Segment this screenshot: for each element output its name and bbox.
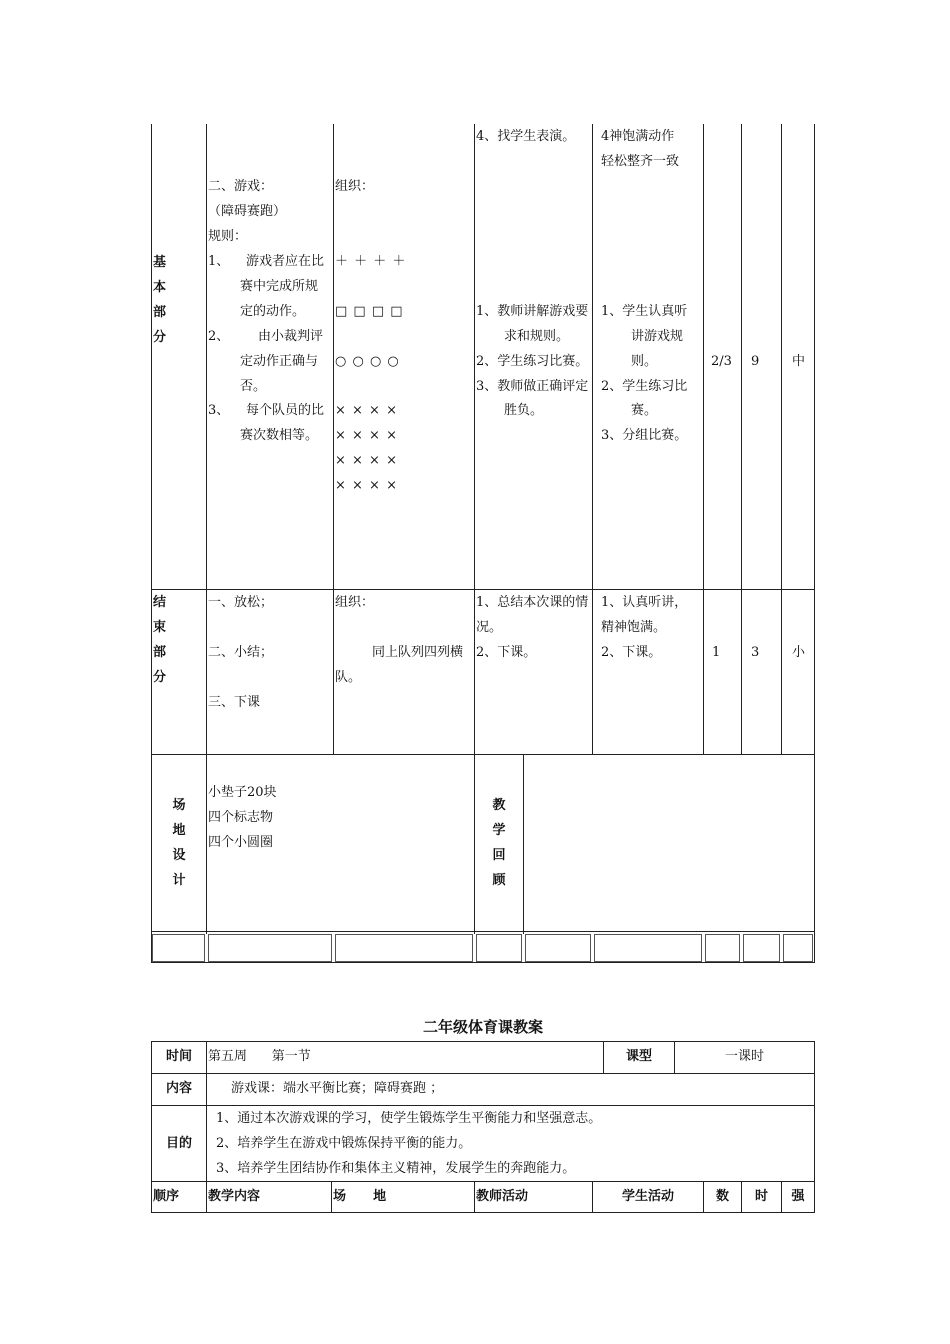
rule-text: 赛次数相等。 <box>240 428 319 443</box>
label-char: 基 <box>153 255 167 270</box>
game-title: 二、游戏： <box>208 179 274 194</box>
goal-item: 2、培养学生在游戏中锻炼保持平衡的能力。 <box>216 1136 472 1151</box>
row-divider-site-bottom <box>151 931 815 932</box>
game-name: （障碍赛跑） <box>208 204 287 219</box>
row-divider <box>151 1073 815 1074</box>
col-divider <box>331 1181 332 1212</box>
rule-text: 赛中完成所规 <box>240 279 319 294</box>
label-char: 部 <box>153 305 167 320</box>
formation-row-square: □ □ □ □ <box>335 304 404 319</box>
site-section-label <box>152 793 206 893</box>
label-char: 本 <box>153 280 167 295</box>
col-divider-1 <box>206 124 207 934</box>
review-label <box>475 793 523 893</box>
teacher-item: 胜负。 <box>504 403 544 418</box>
teacher-item: 2、下课。 <box>476 645 537 660</box>
label-char: 束 <box>153 620 167 635</box>
end-intensity: 小 <box>792 645 806 660</box>
end-venue-text: 队。 <box>335 670 362 685</box>
header-count: 数 <box>715 1189 729 1204</box>
teacher-item: 求和规则。 <box>504 329 570 344</box>
col-divider-2 <box>333 124 334 754</box>
header-venue: 场 地 <box>333 1189 387 1204</box>
col-divider <box>474 1181 475 1212</box>
student-item: 2、学生练习比 <box>601 379 688 394</box>
student-item: 轻松整齐一致 <box>601 154 680 169</box>
header-order: 顺序 <box>153 1189 180 1204</box>
end-time: 3 <box>751 645 760 660</box>
rule-number: 3、 <box>208 403 230 418</box>
header-teacher-activity: 教师活动 <box>476 1189 529 1204</box>
teacher-item: 况。 <box>476 620 503 635</box>
student-item: 讲游戏规 <box>631 329 684 344</box>
site-item: 四个小圆圈 <box>208 835 274 850</box>
empty-cell <box>152 934 205 962</box>
label-char: 回 <box>492 848 506 863</box>
row-divider <box>151 1181 815 1182</box>
col-divider-5 <box>703 124 704 754</box>
formation-row-cross: × × × × <box>335 453 398 468</box>
border-right <box>814 124 815 962</box>
org-label: 组织： <box>335 595 375 610</box>
label-char: 分 <box>153 670 167 685</box>
student-item: 1、认真听讲， <box>601 595 688 610</box>
goal-item: 3、培养学生团结协作和集体主义精神，发展学生的奔跑能力。 <box>216 1161 576 1176</box>
rule-number: 2、 <box>208 329 230 344</box>
formation-row-cross: × × × × <box>335 478 398 493</box>
student-item: 则。 <box>631 354 658 369</box>
border-right <box>814 1041 815 1213</box>
formation-row-circle: ○ ○ ○ ○ <box>335 354 400 369</box>
empty-cell <box>476 934 522 962</box>
type-value: 一课时 <box>724 1049 764 1064</box>
student-item: 精神饱满。 <box>601 620 667 635</box>
teacher-item: 1、总结本次课的情 <box>476 595 589 610</box>
header-teaching-content: 教学内容 <box>208 1189 261 1204</box>
end-venue-text: 同上队列四列横 <box>372 645 464 660</box>
student-item: 赛。 <box>631 403 658 418</box>
end-count: 1 <box>712 645 721 660</box>
basic-time: 9 <box>751 354 760 369</box>
student-item: 2、下课。 <box>601 645 662 660</box>
site-item: 四个标志物 <box>208 810 274 825</box>
empty-cell <box>208 934 332 962</box>
basic-intensity: 中 <box>792 354 806 369</box>
time-value: 第五周 第一节 <box>208 1049 311 1064</box>
end-content-item: 一、放松； <box>208 595 274 610</box>
formation-row-cross: × × × × <box>335 428 398 443</box>
rule-text: 由小裁判评 <box>258 329 324 344</box>
col-divider <box>206 1041 207 1213</box>
student-item: 4神饱满动作 <box>601 129 675 144</box>
col-divider-6 <box>741 124 742 754</box>
teacher-item: 3、教师做正确评定 <box>476 379 589 394</box>
end-content-item: 二、小结； <box>208 645 274 660</box>
content-value: 游戏课：端水平衡比赛；障碍赛跑 ； <box>231 1081 444 1096</box>
site-item: 小垫子20块 <box>208 785 277 800</box>
teacher-item: 1、教师讲解游戏要 <box>476 304 589 319</box>
student-item: 3、分组比赛。 <box>601 428 688 443</box>
empty-cell <box>335 934 473 962</box>
label-char: 计 <box>172 873 186 888</box>
rule-text: 游戏者应在比 <box>246 254 325 269</box>
empty-cell <box>743 934 780 962</box>
header-time: 时 <box>754 1189 768 1204</box>
teacher-item: 4、找学生表演。 <box>476 129 576 144</box>
col-divider-review <box>523 754 524 934</box>
label-char: 教 <box>492 798 506 813</box>
label-char: 设 <box>172 848 186 863</box>
goal-label: 目的 <box>165 1136 192 1151</box>
content-label: 内容 <box>165 1081 192 1096</box>
type-label: 课型 <box>625 1049 652 1064</box>
label-char: 分 <box>153 330 167 345</box>
rules-label: 规则： <box>208 229 248 244</box>
rule-text: 否。 <box>240 379 267 394</box>
label-char: 顾 <box>492 873 506 888</box>
label-char: 学 <box>492 823 506 838</box>
label-char: 场 <box>172 798 186 813</box>
org-label: 组织： <box>335 179 375 194</box>
label-char: 结 <box>153 595 167 610</box>
rule-text: 每个队员的比 <box>246 403 325 418</box>
empty-cell <box>594 934 702 962</box>
empty-cell <box>525 934 591 962</box>
rule-number: 1、 <box>208 254 230 269</box>
label-char: 部 <box>153 645 167 660</box>
header-bottom-border <box>151 1212 815 1213</box>
end-content-item: 三、下课 <box>208 695 261 710</box>
page-title: 二年级体育课教案 <box>422 1018 543 1036</box>
header-student-activity: 学生活动 <box>621 1189 674 1204</box>
table-bottom-border <box>151 962 815 963</box>
formation-row-cross: × × × × <box>335 403 398 418</box>
teacher-item: 2、学生练习比赛。 <box>476 354 589 369</box>
rule-text: 定动作正确与 <box>240 354 319 369</box>
time-label: 时间 <box>165 1049 192 1064</box>
label-char: 地 <box>172 823 186 838</box>
col-divider-7 <box>781 124 782 754</box>
end-section-label <box>153 590 166 690</box>
basic-count: 2/3 <box>711 354 732 369</box>
header-top-border <box>151 1041 815 1042</box>
basic-section-label <box>153 250 166 350</box>
header-intensity: 强 <box>791 1189 805 1204</box>
student-item: 1、学生认真听 <box>601 304 688 319</box>
empty-cell <box>705 934 740 962</box>
row-divider-end-site <box>151 754 815 755</box>
col-divider-4 <box>592 124 593 754</box>
formation-row-plus: ＋ ＋ ＋ ＋ <box>335 254 407 269</box>
goal-item: 1、通过本次游戏课的学习，使学生锻炼学生平衡能力和坚强意志。 <box>216 1111 602 1126</box>
empty-cell <box>783 934 813 962</box>
rule-text: 定的动作。 <box>240 304 306 319</box>
